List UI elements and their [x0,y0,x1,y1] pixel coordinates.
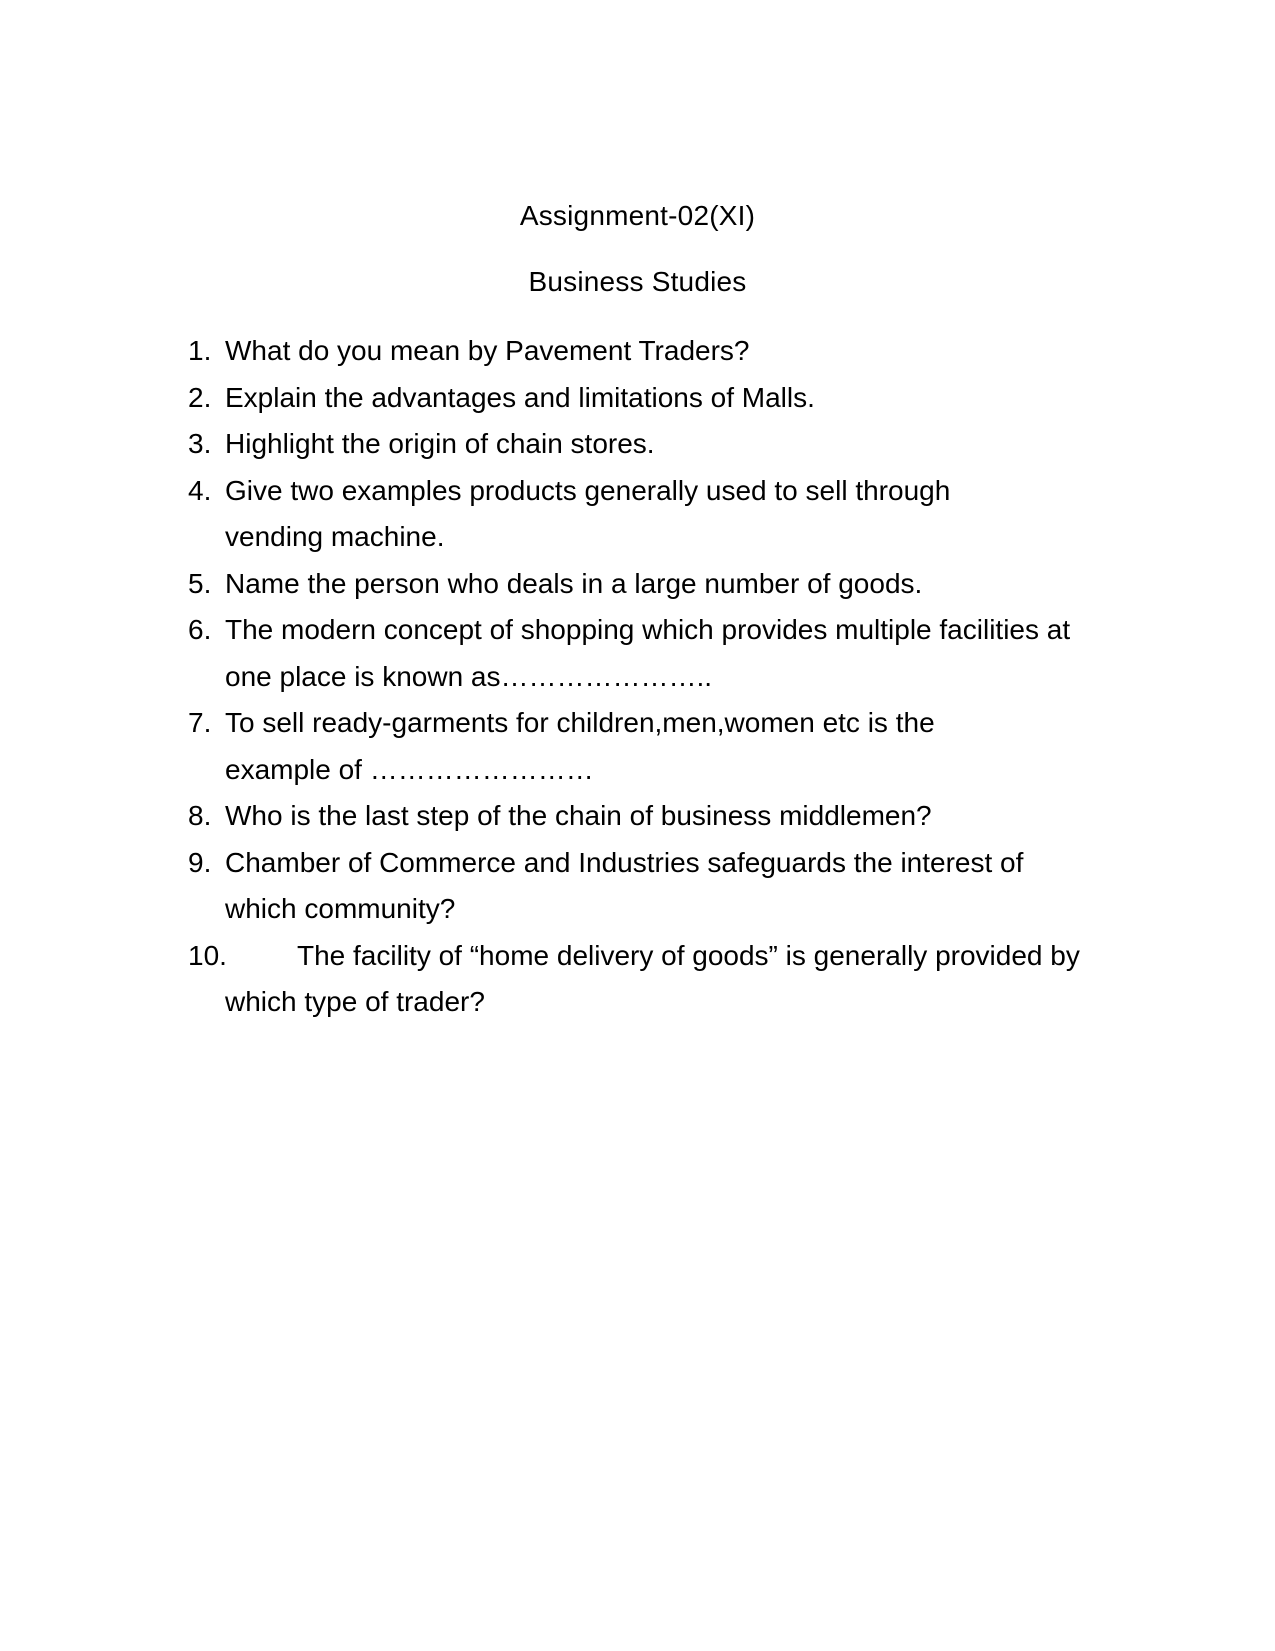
question-item [188,468,1128,561]
question-number: 4. [188,474,212,506]
question-item [188,561,1128,608]
question-item [188,607,1128,700]
question-item [188,933,1128,1026]
question-item [188,375,1128,422]
question-item [188,700,1128,793]
question-list [188,328,1128,1026]
question-text: The modern concept of shopping which provides multiple facilities at one place is known as………………….. [225,614,1071,692]
question-text: Highlight the origin of chain stores. [225,428,655,459]
question-number: 5. [188,567,212,599]
question-number: 10. [188,939,227,971]
question-number: 2. [188,381,212,413]
question-number: 7. [188,707,212,738]
question-text: What do you mean by Pavement Traders? [225,335,750,366]
question-number: 8. [188,800,212,831]
question-item [188,421,1128,468]
question-text: To sell ready-garments for children,men,women etc is the example of …………………… [225,707,935,785]
question-text: Explain the advantages and limitations of Malls. [225,381,815,413]
question-item [188,328,1128,375]
question-text: The facility of “home delivery of goods” is generally provided by which type of trader? [225,939,1080,1017]
question-item [188,793,1128,840]
question-number: 1. [188,335,212,366]
document-subtitle: Business Studies [528,266,747,297]
question-text: Chamber of Commerce and Industries safeguards the interest of which community? [225,846,1024,924]
question-number: 3. [188,428,212,459]
question-text: Name the person who deals in a large number of goods. [225,567,923,599]
question-text: Who is the last step of the chain of business middlemen? [225,800,932,831]
question-item [188,840,1128,933]
question-text: Give two examples products generally used to sell through vending machine. [225,474,951,552]
document-title: Assignment-02(XI) [519,200,756,231]
question-number: 9. [188,846,212,878]
question-number: 6. [188,614,212,645]
